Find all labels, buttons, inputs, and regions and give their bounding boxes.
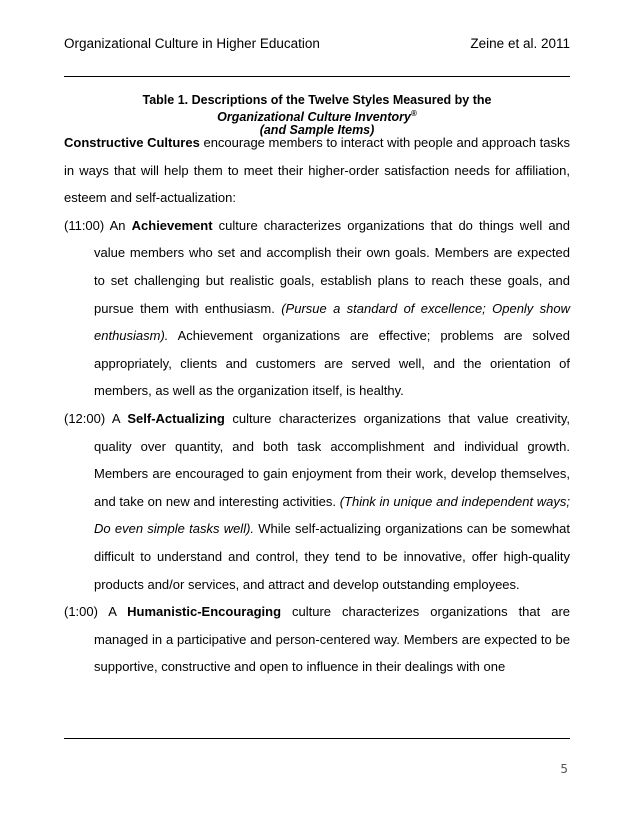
style-name: Achievement xyxy=(131,217,213,233)
style-name: Humanistic-Encouraging xyxy=(127,604,282,620)
style-item-humanistic-encouraging: (1:00) A Humanistic-Encouraging culture characterizes organizations that are managed in a participative and person-centered way. Members are expected to be supportive, constructive and open to influence in their dealings with one xyxy=(64,604,571,675)
running-header-authors: Zeine et al. 2011 xyxy=(470,36,570,51)
sample-items: (Pursue a standard of excellence; Openly show enthusiasm). xyxy=(94,300,570,344)
intro-paragraph xyxy=(64,129,570,212)
sample-items: (Think in unique and independent ways; Do even simple tasks well). xyxy=(94,493,571,537)
header-rule xyxy=(64,76,570,77)
intro-text: encourage members to interact with people and approach tasks in ways that will help them to meet their higher-order satisfaction needs for affiliation, esteem and self-actualization: xyxy=(64,135,570,206)
page-number: 5 xyxy=(560,762,568,776)
intro-heading: Constructive Cultures xyxy=(64,135,200,150)
running-header-title: Organizational Culture in Higher Education xyxy=(64,36,320,51)
body-text xyxy=(64,129,570,681)
table-title-line1: Table 1. Descriptions of the Twelve Styles Measured by the xyxy=(142,93,492,107)
style-item-self-actualizing: (12:00) A Self-Actualizing culture characterizes organizations that value creativity, quality over quantity, and both task accomplishment and individual growth. Members are encouraged to gain enjoyment from their work, develop themselves, and take on new and interesting activities. (Think in unique and independent ways; Do even simple tasks well). While self-actualizing organizations can be somewhat difficult to understand and control, they tend to be innovative, offer high-quality products and/or services, and attract and develop outstanding employees. xyxy=(64,410,571,592)
style-item-achievement: (11:00) An Achievement culture characterizes organizations that do things well and value members who set and accomplish their own goals. Members are expected to set challenging but realistic goals, establish plans to reach these goals, and pursue them with enthusiasm. (Pursue a standard of excellence; Openly show enthusiasm). Achievement organizations are effective; problems are solved appropriately, clients and customers are served well, and the orientation of members, as well as the organization itself, is healthy. xyxy=(64,217,571,399)
footer-rule xyxy=(64,738,570,739)
style-name: Self-Actualizing xyxy=(127,410,225,426)
table-title-line3: (and Sample Items) xyxy=(259,123,375,138)
registered-mark: ® xyxy=(410,109,417,118)
table-title-line2: Organizational Culture Inventory® xyxy=(217,109,417,125)
